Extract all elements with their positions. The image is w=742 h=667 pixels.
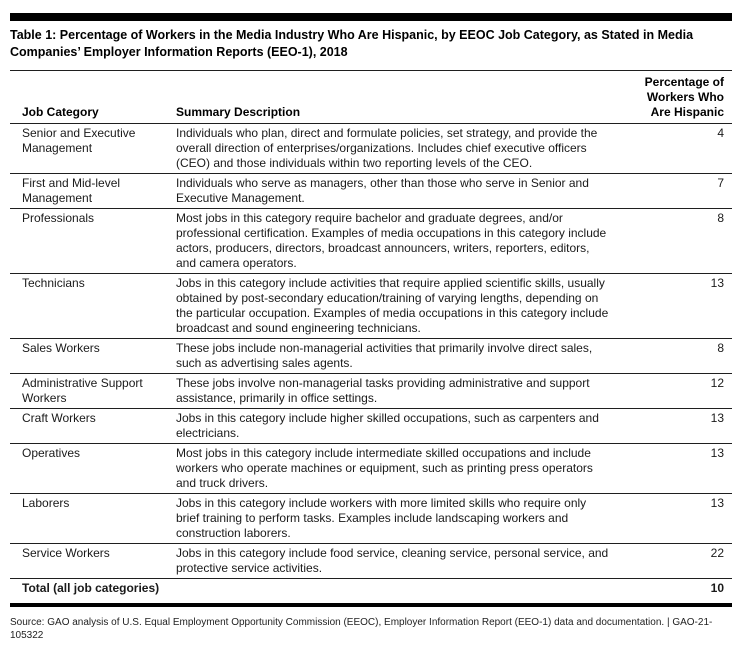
table-body <box>10 124 732 579</box>
cell-percentage: 7 <box>632 174 732 209</box>
cell-summary-description: These jobs involve non-managerial tasks providing administrative and support assistance, primarily in office settings. <box>176 374 632 409</box>
cell-job-category: Service Workers <box>10 544 176 579</box>
cell-summary-description: Most jobs in this category include intermediate skilled occupations and include workers who operate machines or equipment, such as printing press operators and truck drivers. <box>176 444 632 494</box>
document-page <box>0 13 742 667</box>
cell-total-description <box>176 579 632 599</box>
cell-percentage: 13 <box>632 409 732 444</box>
table-row <box>10 494 732 544</box>
header-row <box>10 71 732 124</box>
cell-percentage: 22 <box>632 544 732 579</box>
cell-job-category: Senior and Executive Management <box>10 124 176 174</box>
cell-summary-description: Jobs in this category include food service, cleaning service, personal service, and protective service activities. <box>176 544 632 579</box>
cell-job-category: Sales Workers <box>10 339 176 374</box>
cell-percentage: 12 <box>632 374 732 409</box>
table-row <box>10 274 732 339</box>
cell-summary-description: Most jobs in this category require bachelor and graduate degrees, and/or professional certification. Examples of media occupations in this category include actors, producers, directors, broadcast announcers, writers, reporters, editors, and camera operators. <box>176 209 632 274</box>
column-header-percentage-hispanic: Percentage of Workers Who Are Hispanic <box>632 71 732 124</box>
cell-percentage: 13 <box>632 274 732 339</box>
table-row <box>10 174 732 209</box>
table-row <box>10 209 732 274</box>
table-row <box>10 124 732 174</box>
table-row <box>10 544 732 579</box>
cell-summary-description: Jobs in this category include workers with more limited skills who require only brief training to perform tasks. Examples include landscaping workers and construction laborers. <box>176 494 632 544</box>
total-row <box>10 579 732 599</box>
cell-summary-description: Jobs in this category include higher skilled occupations, such as carpenters and electricians. <box>176 409 632 444</box>
cell-job-category: Operatives <box>10 444 176 494</box>
cell-summary-description: Individuals who plan, direct and formulate policies, set strategy, and provide the overall direction of enterprises/organizations. Includes chief executive officers (CEO) and those individuals within two reporting levels of the CEO. <box>176 124 632 174</box>
cell-percentage: 4 <box>632 124 732 174</box>
cell-percentage: 8 <box>632 339 732 374</box>
table-title: Table 1: Percentage of Workers in the Media Industry Who Are Hispanic, by EEOC Job Category, as Stated in Media Companies’ Employer Information Reports (EEO-1), 2018 <box>10 28 694 59</box>
cell-percentage: 13 <box>632 494 732 544</box>
table-header <box>10 71 732 124</box>
cell-summary-description: These jobs include non-managerial activities that primarily involve direct sales, such as advertising sales agents. <box>176 339 632 374</box>
cell-summary-description: Individuals who serve as managers, other than those who serve in Senior and Executive Management. <box>176 174 632 209</box>
cell-job-category: Administrative Support Workers <box>10 374 176 409</box>
table-row <box>10 339 732 374</box>
table-row <box>10 444 732 494</box>
cell-total-percentage: 10 <box>710 581 724 595</box>
cell-job-category: Professionals <box>10 209 176 274</box>
cell-job-category: Technicians <box>10 274 176 339</box>
column-header-job-category: Job Category <box>10 71 176 124</box>
cell-job-category: Craft Workers <box>10 409 176 444</box>
cell-summary-description: Jobs in this category include activities that require applied scientific skills, usually obtained by post-secondary education/training of varying lengths, depending on the particular occupation. Examples of media occupations in this category include broadcast and sound engineering technicians. <box>176 274 632 339</box>
eeo-job-category-table <box>10 70 732 598</box>
column-header-summary-description: Summary Description <box>176 71 632 124</box>
table-footer <box>10 579 732 599</box>
cell-percentage: 13 <box>632 444 732 494</box>
table-row <box>10 374 732 409</box>
source-note: Source: GAO analysis of U.S. Equal Employment Opportunity Commission (EEOC), Employer Information Report (EEO-1) data and documentation. | GAO-21-105322 <box>10 617 713 641</box>
cell-percentage: 8 <box>632 209 732 274</box>
cell-job-category: Laborers <box>10 494 176 544</box>
table-row <box>10 409 732 444</box>
bottom-rule <box>10 603 732 607</box>
cell-job-category: First and Mid-level Management <box>10 174 176 209</box>
top-rule <box>10 13 732 21</box>
cell-total-label: Total (all job categories) <box>22 581 160 595</box>
